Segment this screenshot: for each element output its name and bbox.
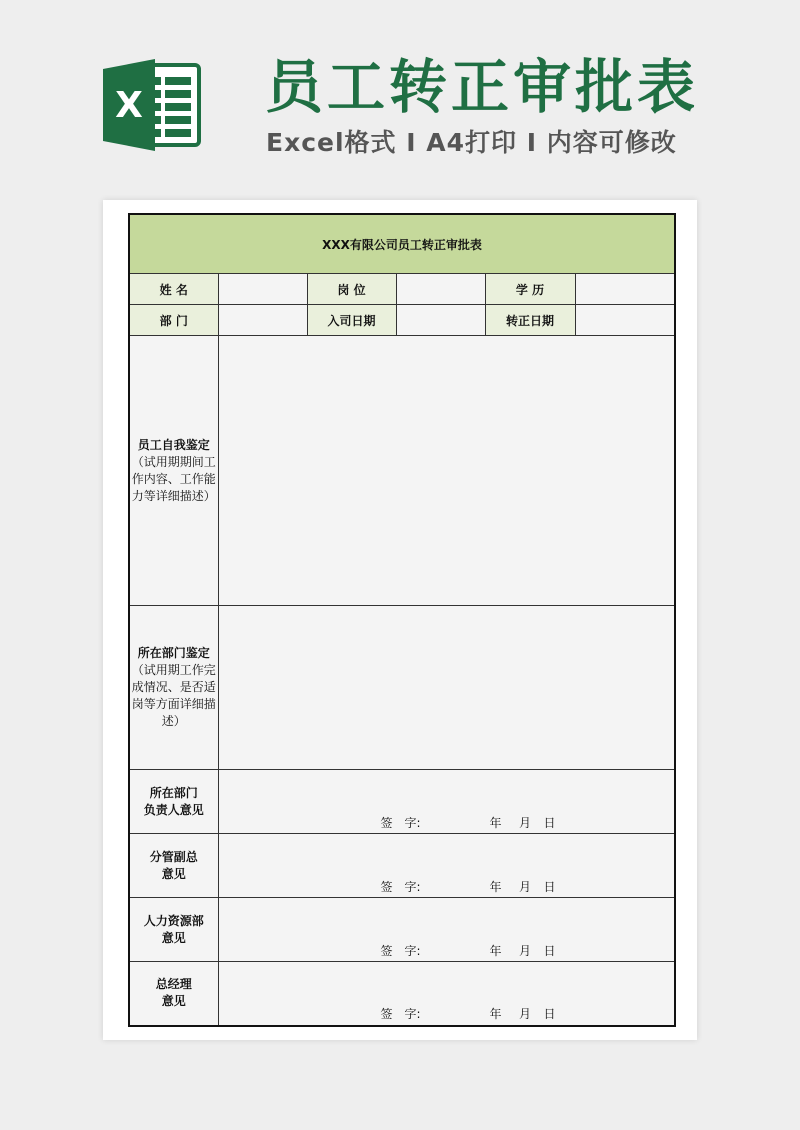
opinion-label-line: 意见 — [161, 994, 186, 1009]
department-label: 部 门 — [129, 305, 218, 336]
hire-date-label: 入司日期 — [307, 305, 396, 336]
signature-line — [219, 1006, 675, 1022]
opinion-label-line: 意见 — [161, 930, 186, 945]
signature-label: 签 字: — [380, 815, 421, 830]
opinion-label-line: 负责人意见 — [143, 802, 204, 817]
page-subtitle: Excel格式 Ⅰ A4打印 Ⅰ 内容可修改 — [266, 128, 677, 157]
date-year: 年 — [489, 1007, 502, 1022]
opinion-label-hr — [129, 898, 218, 962]
signature-label: 签 字: — [380, 943, 421, 958]
opinion-label-line: 意见 — [161, 866, 186, 881]
date-day: 日 — [543, 943, 556, 958]
opinion-label-line: 人力资源部 — [143, 913, 204, 928]
opinion-label-dept-head — [129, 770, 218, 834]
date-month: 月 — [518, 879, 531, 894]
signature-date — [485, 878, 556, 895]
education-field[interactable] — [575, 274, 675, 305]
dept-eval-title: 所在部门鉴定 — [137, 646, 210, 660]
opinion-label-vp — [129, 834, 218, 898]
date-month: 月 — [518, 815, 531, 830]
opinion-field-hr[interactable] — [218, 898, 675, 962]
date-year: 年 — [489, 815, 502, 830]
signature-line — [219, 943, 675, 959]
dept-eval-note: （试用期工作完成情况、是否适岗等方面详细描述） — [131, 663, 216, 728]
logo-letter: X — [115, 85, 143, 126]
opinion-field-vp[interactable] — [218, 834, 675, 898]
date-day: 日 — [543, 1007, 556, 1022]
opinion-label-line: 分管副总 — [149, 849, 198, 864]
opinion-label-line: 总经理 — [155, 977, 192, 992]
dept-eval-label — [129, 606, 218, 770]
excel-logo-icon — [103, 59, 203, 151]
name-label: 姓 名 — [129, 274, 218, 305]
signature-date — [485, 1005, 556, 1022]
name-field[interactable] — [218, 274, 307, 305]
opinion-field-dept-head[interactable] — [218, 770, 675, 834]
department-field[interactable] — [218, 305, 307, 336]
regular-date-label: 转正日期 — [485, 305, 575, 336]
self-eval-note: （试用期期间工作内容、工作能力等详细描述） — [131, 454, 216, 503]
date-year: 年 — [489, 943, 502, 958]
dept-eval-field[interactable] — [218, 606, 675, 770]
signature-label: 签 字: — [380, 1007, 421, 1022]
opinion-label-gm — [129, 962, 218, 1026]
approval-form-table — [128, 213, 676, 1027]
hire-date-field[interactable] — [396, 305, 485, 336]
header — [0, 0, 800, 190]
position-field[interactable] — [396, 274, 485, 305]
position-label: 岗 位 — [307, 274, 396, 305]
self-eval-title: 员工自我鉴定 — [137, 437, 210, 452]
opinion-label-line: 所在部门 — [149, 785, 198, 800]
date-month: 月 — [518, 943, 531, 958]
date-year: 年 — [489, 879, 502, 894]
date-day: 日 — [543, 815, 556, 830]
opinion-field-gm[interactable] — [218, 962, 675, 1026]
self-eval-field[interactable] — [218, 336, 675, 606]
signature-date — [485, 942, 556, 959]
page-title: 员工转正审批表 — [265, 53, 700, 121]
signature-date — [485, 814, 556, 831]
date-day: 日 — [543, 879, 556, 894]
date-month: 月 — [518, 1007, 531, 1022]
self-eval-label — [129, 336, 218, 606]
education-label: 学 历 — [485, 274, 575, 305]
signature-label: 签 字: — [380, 879, 421, 894]
signature-line — [219, 815, 675, 831]
form-title: XXX有限公司员工转正审批表 — [129, 214, 675, 274]
signature-line — [219, 879, 675, 895]
regular-date-field[interactable] — [575, 305, 675, 336]
